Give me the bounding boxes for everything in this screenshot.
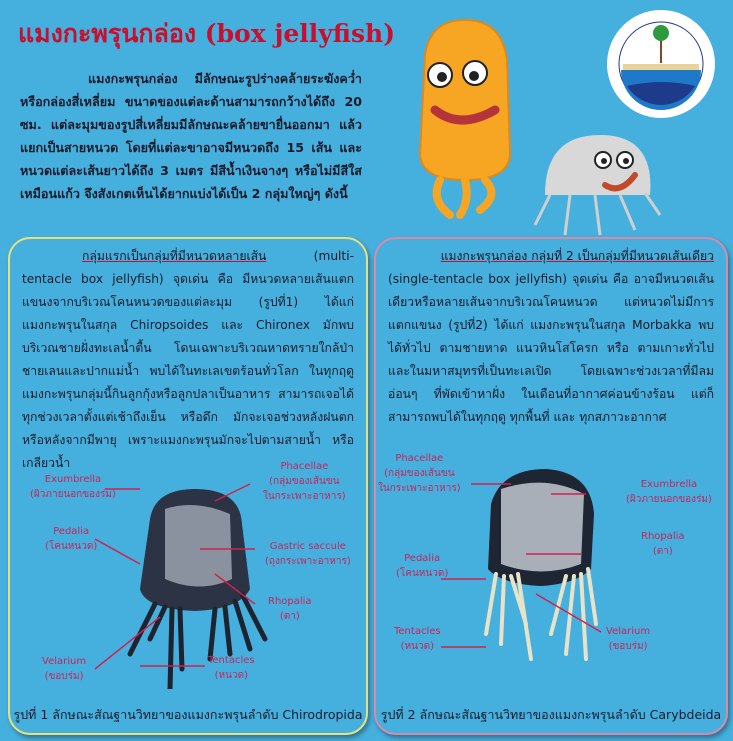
- label-en: Tentacles: [394, 626, 441, 637]
- label-pedalia: [396, 551, 448, 581]
- label-th: (ตา): [652, 546, 673, 557]
- label-velarium: [606, 624, 650, 654]
- group2-body: (single-tentacle box jellyfish) จุดเด่น คือ อาจมีหนวดเส้นเดียวหรือหลายเส้นจากบริเวณโคนหนวด แต่หนวดไม่มีการแตกแขนง (รูปที่2) ได้แก่ แมงกะพรุนในสกุล Morbakka พบได้ทั่วไป ตามชายหาด แนวหินโสโครก หรือ ตามเกาะทั่วไป และในมหาสมุทรที่เป็นทะเลเปิด โดยเฉพาะช่วงเวลาที่มีลมอ่อนๆ ที่พัดเข้าหาฝั่ง ในเดือนที่อากาศค่อนข้างร้อน แต่ก็สามารถพบได้ในทุกฤดู ทุกพื้นที่ และ ทุกสภาวะอากาศ: [388, 272, 714, 424]
- label-en: Velarium: [42, 656, 87, 667]
- label-en: Phacellae: [280, 461, 329, 472]
- label-en: Gastric saccule: [269, 541, 346, 552]
- label-gastric-saccule: [265, 539, 351, 569]
- label-en: Exumbrella: [44, 474, 102, 485]
- single-tentacle-section: [374, 237, 728, 735]
- label-th: ในกระเพาะอาหาร): [263, 491, 346, 502]
- label-phacellae: [263, 459, 346, 504]
- figure2-caption: รูปที่ 2 ลักษณะสัณฐานวิทยาของแมงกะพรุนลำดับ Carybdeida: [380, 707, 722, 722]
- group1-body: (multi-tentacle box jellyfish) จุดเด่น คือ มีหนวดหลายเส้นแตกแขนงจากบริเวณโคนหนวดของแต่ละมุม (รูปที่1) ได้แก่ แมงกะพรุนในสกุล Chiropsoides และ Chironex มักพบบริเวณชายฝั่งทะเลน้ำตื้น โดนเฉพาะบริเวณหาดทรายใกล้ป่าชายเลนและปากแม่น้ำ พบได้ในทะเลเขตร้อนทั่วโลก ในทุกฤดู แมงกะพรุนกลุ่มนี้กินลูกกุ้งหรือลูกปลาเป็นอาหาร สามารถเจอได้ทุกช่วงเวลาตั้งแต่เช้าถึงเย็น หรือดึก มักจะเจอช่วงหลังฝนตก หรือหลังจากมีพายุ เพราะแมงกะพรุนมักจะไปตามสายน้ำ หรือเกลียวน้ำ: [22, 249, 354, 470]
- dmcr-logo: [605, 8, 717, 120]
- multi-tentacle-section: [8, 237, 368, 735]
- label-tentacles: [208, 653, 255, 683]
- label-th: (ผิวภายนอกของร่ม): [626, 494, 712, 505]
- group1-heading: กลุ่มแรกเป็นกลุ่มที่มีหนวดหลายเส้น: [82, 249, 267, 263]
- label-rhopalia: [641, 529, 685, 559]
- page-title: แมงกะพรุนกล่อง (box jellyfish): [18, 19, 396, 48]
- label-th: (หนวด): [400, 641, 434, 652]
- label-rhopalia: [268, 594, 312, 624]
- label-en: Rhopalia: [268, 596, 312, 607]
- label-th: (โคนหนวด): [396, 568, 449, 579]
- label-th: (ขอบร่ม): [44, 671, 84, 682]
- figure1-caption: รูปที่ 1 ลักษณะสัณฐานวิทยาของแมงกะพรุนลำดับ Chirodropida: [13, 707, 363, 722]
- group2-heading: แมงกะพรุนกล่อง กลุ่มที่ 2 เป็นกลุ่มที่มีหนวดเส้นเดียว: [440, 249, 714, 263]
- label-en: Rhopalia: [641, 531, 685, 542]
- label-en: Tentacles: [208, 655, 255, 666]
- label-exumbrella: [626, 477, 712, 507]
- orange-jellyfish-cartoon-icon: [410, 15, 520, 220]
- label-tentacles: [394, 624, 441, 654]
- label-en: Exumbrella: [640, 479, 698, 490]
- label-th: (กลุ่มของเส้นขน: [269, 476, 340, 487]
- label-th: (ขอบร่ม): [608, 641, 648, 652]
- label-en: Velarium: [606, 626, 651, 637]
- label-phacellae: [378, 451, 461, 496]
- label-pedalia: [45, 524, 97, 554]
- label-en: Phacellae: [395, 453, 444, 464]
- label-velarium: [42, 654, 86, 684]
- label-en: Pedalia: [53, 526, 90, 537]
- label-exumbrella: [30, 472, 116, 502]
- label-en: Pedalia: [404, 553, 441, 564]
- label-th: (กลุ่มของเส้นขน: [384, 468, 455, 479]
- label-th: ในกระเพาะอาหาร): [378, 483, 461, 494]
- label-th: (ผิวภายนอกของร่ม): [30, 489, 116, 500]
- label-th: (โคนหนวด): [45, 541, 98, 552]
- label-th: (ตา): [279, 611, 300, 622]
- intro-paragraph: แมงกะพรุนกล่อง มีลักษณะรูปร่างคล้ายระฆังคว่ำ หรือกล่องสี่เหลี่ยม ขนาดของแต่ละด้านสามารถกว้างได้ถึง 20 ซม. แต่ละมุมของรูปสี่เหลี่ยมมีลักษณะคล้ายขายื่นออกมา แล้วแยกเป็นสายหนวด โดยที่แต่ละขาอาจมีหนวดถึง 15 เส้น และหนวดแต่ละเส้นยาวได้ถึง 3 เมตร มีสีน้ำเงินจางๆ หรือไม่มีสีใสเหมือนแก้ว จึงสังเกตเห็นได้ยากแบ่งได้เป็น 2 กลุ่มใหญ่ๆ ดังนี้: [20, 71, 362, 201]
- label-th: (หนวด): [214, 670, 248, 681]
- label-th: (ถุงกระเพาะอาหาร): [265, 556, 351, 567]
- grey-jellyfish-cartoon-icon: [525, 125, 665, 240]
